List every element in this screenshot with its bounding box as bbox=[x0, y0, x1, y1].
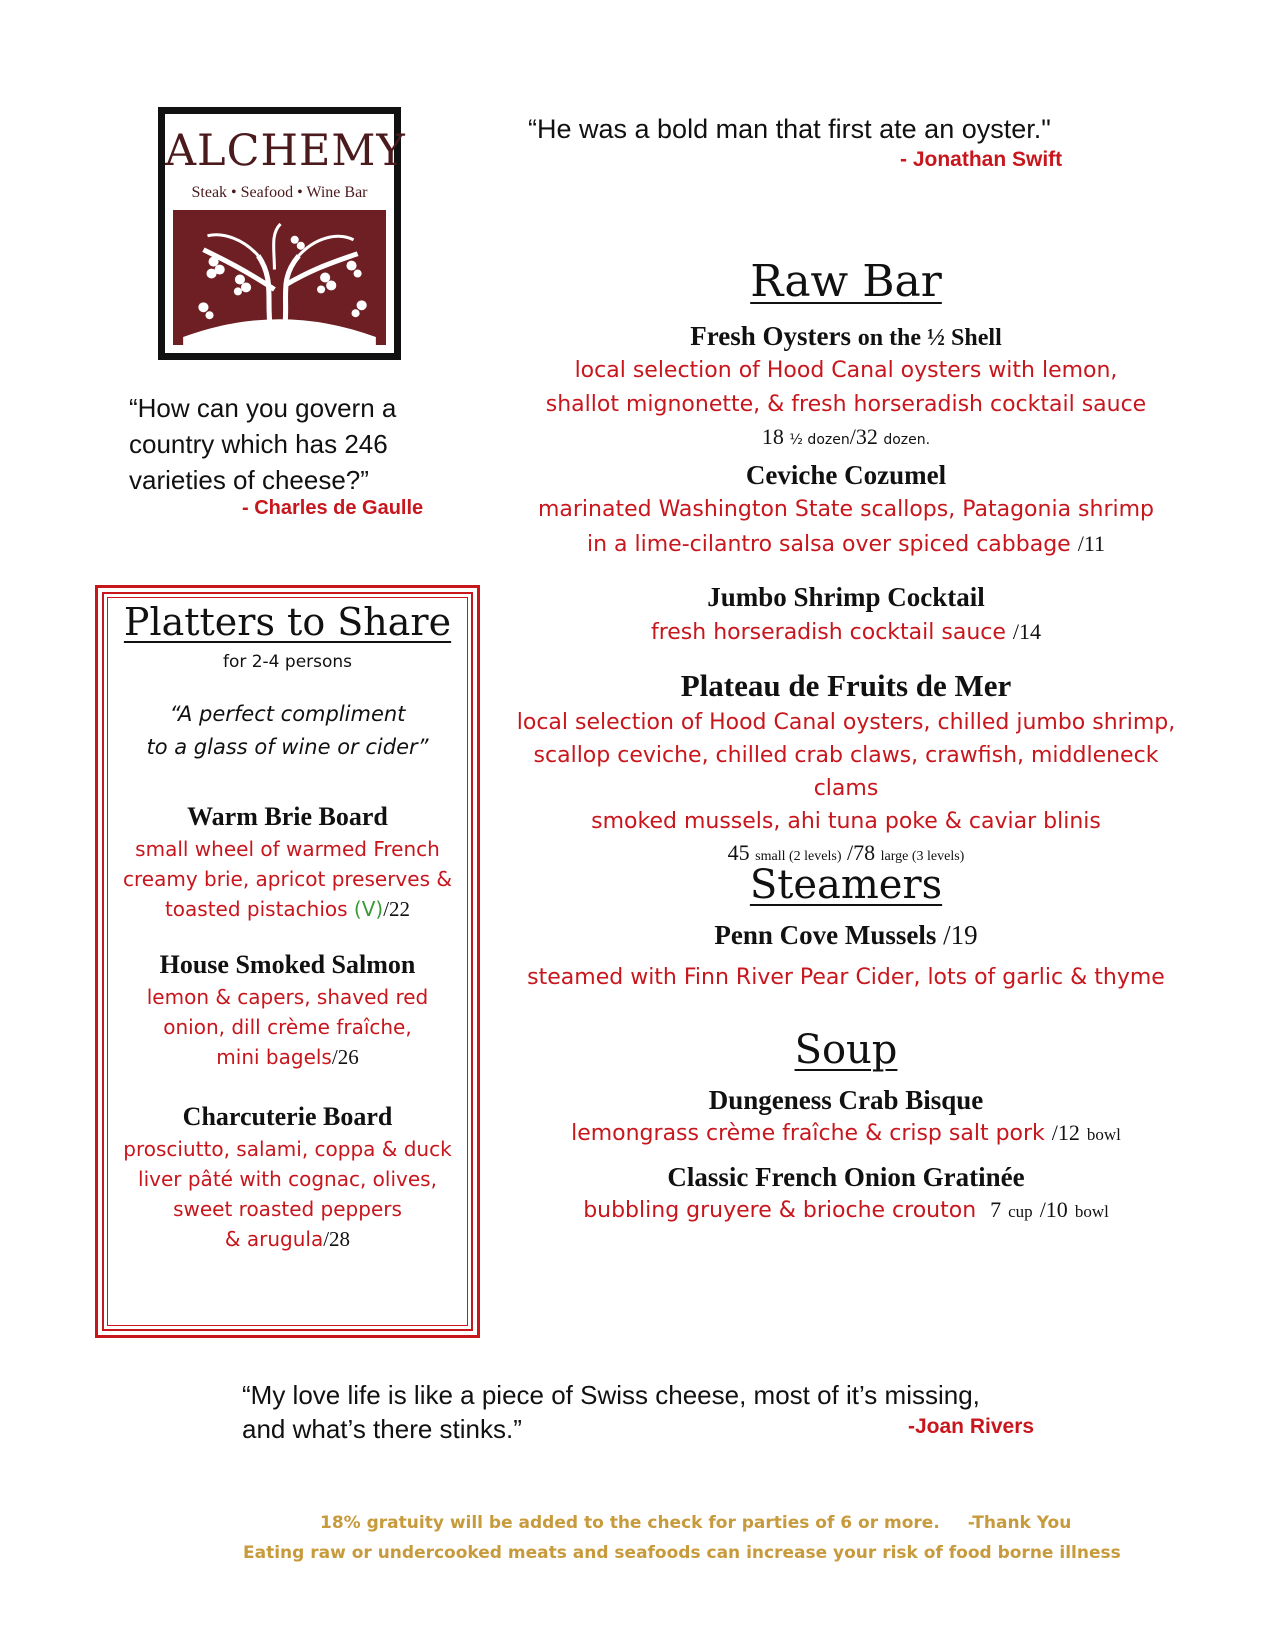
dish-name: Penn Cove Mussels bbox=[714, 920, 937, 950]
dish-desc-line: steamed with Finn River Pear Cider, lots of garlic & thyme bbox=[527, 965, 1165, 990]
soup-section bbox=[510, 1027, 1182, 1229]
quote-swift-author: - Jonathan Swift bbox=[900, 148, 1063, 171]
soup-title: Soup bbox=[794, 1027, 898, 1073]
dish-desc-line: creamy brie, apricot preserves & bbox=[123, 867, 452, 891]
dish-price: /10 bbox=[1039, 1197, 1068, 1222]
dish-desc-line: small wheel of warmed French bbox=[135, 837, 440, 861]
platters-tagline-line: to a glass of wine or cider” bbox=[146, 735, 429, 759]
dish-shrimp bbox=[510, 582, 1182, 650]
dish-price-unit: small (2 levels) bbox=[755, 849, 842, 864]
footer-gratuity bbox=[320, 1513, 1071, 1533]
dish-bisque bbox=[510, 1085, 1182, 1152]
dish-price: /19 bbox=[943, 920, 978, 950]
dish-price-unit: dozen. bbox=[883, 432, 931, 448]
quote-rivers-line: and what’s there stinks.” bbox=[242, 1414, 522, 1444]
restaurant-logo bbox=[158, 107, 406, 360]
platter-item-salmon bbox=[100, 950, 475, 1072]
platters-title: Platters to Share bbox=[123, 600, 452, 644]
dish-desc-line: local selection of Hood Canal oysters, chilled jumbo shrimp, bbox=[516, 710, 1176, 735]
raw-bar-title: Raw Bar bbox=[750, 256, 942, 307]
raw-bar-section bbox=[510, 256, 1182, 866]
platters-subtitle: for 2-4 persons bbox=[222, 652, 353, 672]
dish-onion bbox=[510, 1162, 1182, 1229]
quote-rivers-author: -Joan Rivers bbox=[908, 1415, 1035, 1438]
dish-price: /12 bbox=[1051, 1120, 1080, 1145]
footer-gratuity-text: 18% gratuity will be added to the check for parties of 6 or more. bbox=[320, 1513, 940, 1533]
quote-rivers-line: “My love life is like a piece of Swiss cheese, most of it’s missing, bbox=[242, 1380, 980, 1410]
dish-desc-line: shallot mignonette, & fresh horseradish cocktail sauce bbox=[545, 392, 1147, 417]
dish-desc-line: liver pâté with cognac, olives, bbox=[138, 1167, 437, 1191]
dish-price: /14 bbox=[1012, 619, 1042, 644]
dish-price: 7 bbox=[990, 1197, 1002, 1222]
dish-desc-line: local selection of Hood Canal oysters with lemon, bbox=[574, 358, 1118, 383]
dish-oysters bbox=[510, 321, 1182, 450]
dish-name: Ceviche Cozumel bbox=[745, 460, 947, 490]
quote-swift-text: “He was a bold man that first ate an oyster." bbox=[528, 114, 1051, 144]
dish-price: /22 bbox=[383, 897, 411, 921]
steamers-section bbox=[510, 862, 1182, 990]
platters-tagline bbox=[100, 698, 475, 764]
dish-price-unit: cup bbox=[1008, 1202, 1033, 1221]
dish-name: Fresh Oysters bbox=[690, 321, 851, 351]
dish-price: /78 bbox=[846, 840, 876, 865]
quote-degaulle-line: country which has 246 bbox=[129, 429, 388, 459]
logo-name: ALCHEMY bbox=[165, 126, 406, 176]
dish-desc-line: sweet roasted peppers bbox=[173, 1197, 402, 1221]
dish-desc-line: in a lime-cilantro salsa over spiced cabbage bbox=[587, 532, 1071, 557]
quote-degaulle bbox=[129, 390, 396, 498]
dish-price: /32 bbox=[849, 424, 878, 449]
dish-desc-line: bubbling gruyere & brioche crouton bbox=[583, 1198, 977, 1223]
dish-desc-line: lemon & capers, shaved red bbox=[146, 985, 429, 1009]
dish-name: Warm Brie Board bbox=[187, 802, 388, 831]
dish-desc-line: toasted pistachios bbox=[164, 897, 348, 921]
vegetarian-badge: (V) bbox=[353, 897, 384, 921]
quote-degaulle-line: “How can you govern a bbox=[129, 393, 397, 423]
dish-name: Jumbo Shrimp Cocktail bbox=[707, 582, 985, 612]
platter-item-brie bbox=[100, 802, 475, 924]
footer-thanks: -Thank You bbox=[967, 1513, 1072, 1533]
dish-name: Classic French Onion Gratinée bbox=[667, 1162, 1025, 1192]
dish-plateau bbox=[510, 668, 1182, 866]
footer-health-warning: Eating raw or undercooked meats and seafoods can increase your risk of food borne illness bbox=[243, 1543, 1121, 1563]
dish-name: Dungeness Crab Bisque bbox=[708, 1085, 984, 1115]
dish-price: /26 bbox=[331, 1045, 359, 1069]
grapevine-tree-icon bbox=[173, 210, 386, 345]
dish-ceviche bbox=[510, 460, 1182, 562]
dish-desc-line: mini bagels bbox=[216, 1045, 332, 1069]
dish-name-suffix: on the ½ Shell bbox=[857, 325, 1002, 351]
dish-price-unit: ½ dozen bbox=[789, 432, 850, 448]
dish-price-unit: bowl bbox=[1074, 1202, 1109, 1221]
dish-price: /28 bbox=[323, 1227, 351, 1251]
dish-price: 18 bbox=[761, 424, 784, 449]
dish-desc-line: fresh horseradish cocktail sauce bbox=[650, 620, 1006, 645]
dish-desc-line: lemongrass crème fraîche & crisp salt pork bbox=[571, 1121, 1045, 1146]
dish-desc-line: & arugula bbox=[224, 1227, 324, 1251]
platters-section bbox=[100, 600, 475, 1254]
dish-desc-line: onion, dill crème fraîche, bbox=[163, 1015, 412, 1039]
dish-price: /11 bbox=[1077, 531, 1105, 556]
dish-name: House Smoked Salmon bbox=[159, 950, 416, 979]
platter-item-charcuterie bbox=[100, 1102, 475, 1254]
dish-price-unit: large (3 levels) bbox=[880, 849, 965, 864]
dish-name: Charcuterie Board bbox=[182, 1102, 393, 1131]
dish-desc-line: scallop ceviche, chilled crab claws, crawfish, middleneck clams bbox=[533, 743, 1159, 801]
dish-desc-line: marinated Washington State scallops, Patagonia shrimp bbox=[537, 497, 1155, 522]
dish-desc-line: prosciutto, salami, coppa & duck bbox=[123, 1137, 452, 1161]
dish-name: Plateau de Fruits de Mer bbox=[680, 668, 1012, 703]
quote-degaulle-author: - Charles de Gaulle bbox=[242, 497, 424, 519]
logo-tagline: Steak • Seafood • Wine Bar bbox=[191, 184, 368, 201]
quote-rivers bbox=[242, 1378, 980, 1446]
dish-desc-line: smoked mussels, ahi tuna poke & caviar blinis bbox=[591, 809, 1101, 834]
dish-price-unit: bowl bbox=[1086, 1125, 1121, 1144]
platters-tagline-line: “A perfect compliment bbox=[169, 702, 406, 726]
steamers-title: Steamers bbox=[749, 862, 943, 908]
dish-price: 45 bbox=[727, 840, 750, 865]
quote-degaulle-line: varieties of cheese?” bbox=[129, 465, 369, 495]
